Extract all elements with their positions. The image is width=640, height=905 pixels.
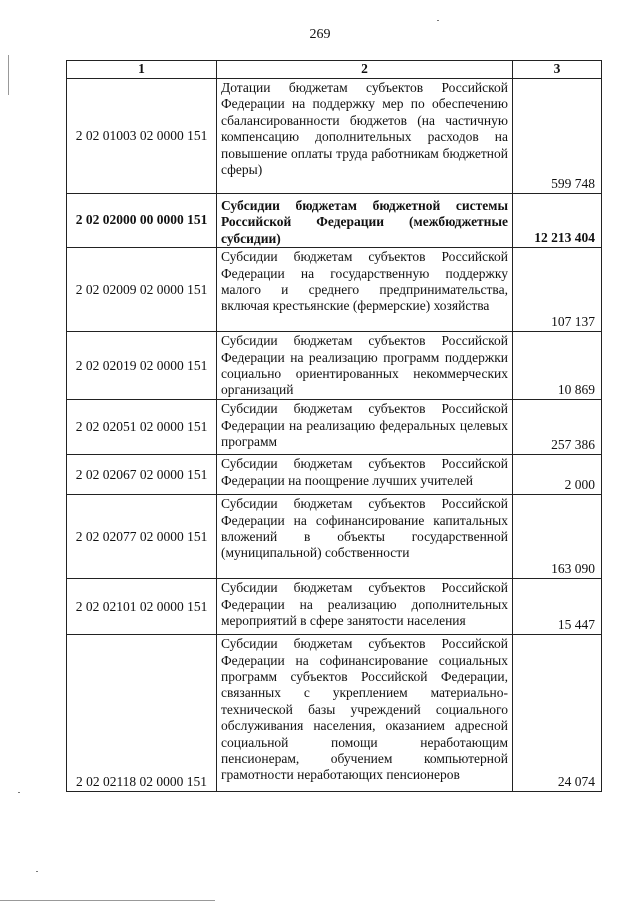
budget-code: 2 02 02067 02 0000 151 — [67, 455, 217, 495]
table-row — [67, 79, 602, 194]
column-header: 2 — [217, 61, 513, 79]
page-number: 269 — [309, 27, 331, 42]
budget-item-name: Субсидии бюджетам субъектов Российской Федерации на реализацию федеральных целевых программ — [217, 400, 513, 455]
budget-code: 2 02 02000 00 0000 151 — [67, 194, 217, 248]
budget-table — [66, 60, 602, 792]
budget-amount: 24 074 — [513, 635, 602, 792]
scan-speck — [36, 871, 38, 872]
table-row — [67, 635, 602, 792]
scan-bottom-line — [0, 900, 215, 901]
budget-item-name: Субсидии бюджетам субъектов Российской Федерации на реализацию дополнительных мероприятий в сфере занятости населения — [217, 579, 513, 635]
budget-code: 2 02 02009 02 0000 151 — [67, 248, 217, 332]
budget-item-name: Субсидии бюджетам субъектов Российской Федерации на государственную поддержку малого и среднего предпринимательства, включая крестьянские (фермерские) хозяйства — [217, 248, 513, 332]
budget-amount: 163 090 — [513, 495, 602, 579]
budget-item-name: Дотации бюджетам субъектов Российской Федерации на поддержку мер по обеспечению сбалансированности бюджетов (на частичную компенсацию дополнительных расходов на повышение оплаты труда работникам бюджетной сферы) — [217, 79, 513, 194]
budget-amount: 599 748 — [513, 79, 602, 194]
table-row — [67, 455, 602, 495]
budget-item-name: Субсидии бюджетам субъектов Российской Федерации на поощрение лучших учителей — [217, 455, 513, 495]
scan-margin-line — [8, 55, 9, 95]
budget-amount: 12 213 404 — [513, 194, 602, 248]
budget-amount: 2 000 — [513, 455, 602, 495]
budget-amount: 15 447 — [513, 579, 602, 635]
budget-item-name: Субсидии бюджетам бюджетной системы Российской Федерации (межбюджетные субсидии) — [217, 194, 513, 248]
budget-code: 2 02 01003 02 0000 151 — [67, 79, 217, 194]
budget-item-name: Субсидии бюджетам субъектов Российской Федерации на софинансирование социальных программ субъектов Российской Федерации, связанных с укреплением материально-технической базы учреждений социального обслуживания населения, оказанием адресной социальной помощи неработающим пенсионерам, обучением компьютерной грамотности неработающих пенсионеров — [217, 635, 513, 792]
scan-speck — [437, 20, 439, 21]
column-header: 1 — [67, 61, 217, 79]
budget-amount: 257 386 — [513, 400, 602, 455]
column-header: 3 — [513, 61, 602, 79]
table-row — [67, 579, 602, 635]
header-row — [67, 61, 602, 79]
budget-code: 2 02 02019 02 0000 151 — [67, 332, 217, 400]
budget-code: 2 02 02101 02 0000 151 — [67, 579, 217, 635]
budget-code: 2 02 02077 02 0000 151 — [67, 495, 217, 579]
table-row — [67, 194, 602, 248]
budget-amount: 10 869 — [513, 332, 602, 400]
table-row — [67, 400, 602, 455]
budget-item-name: Субсидии бюджетам субъектов Российской Федерации на реализацию программ поддержки социально ориентированных некоммерческих организаций — [217, 332, 513, 400]
scan-speck — [18, 792, 20, 793]
table-row — [67, 248, 602, 332]
budget-amount: 107 137 — [513, 248, 602, 332]
budget-code: 2 02 02118 02 0000 151 — [67, 635, 217, 792]
table-row — [67, 495, 602, 579]
table-row — [67, 332, 602, 400]
budget-item-name: Субсидии бюджетам субъектов Российской Федерации на софинансирование капитальных вложений в объекты государственной (муниципальной) собственности — [217, 495, 513, 579]
budget-code: 2 02 02051 02 0000 151 — [67, 400, 217, 455]
